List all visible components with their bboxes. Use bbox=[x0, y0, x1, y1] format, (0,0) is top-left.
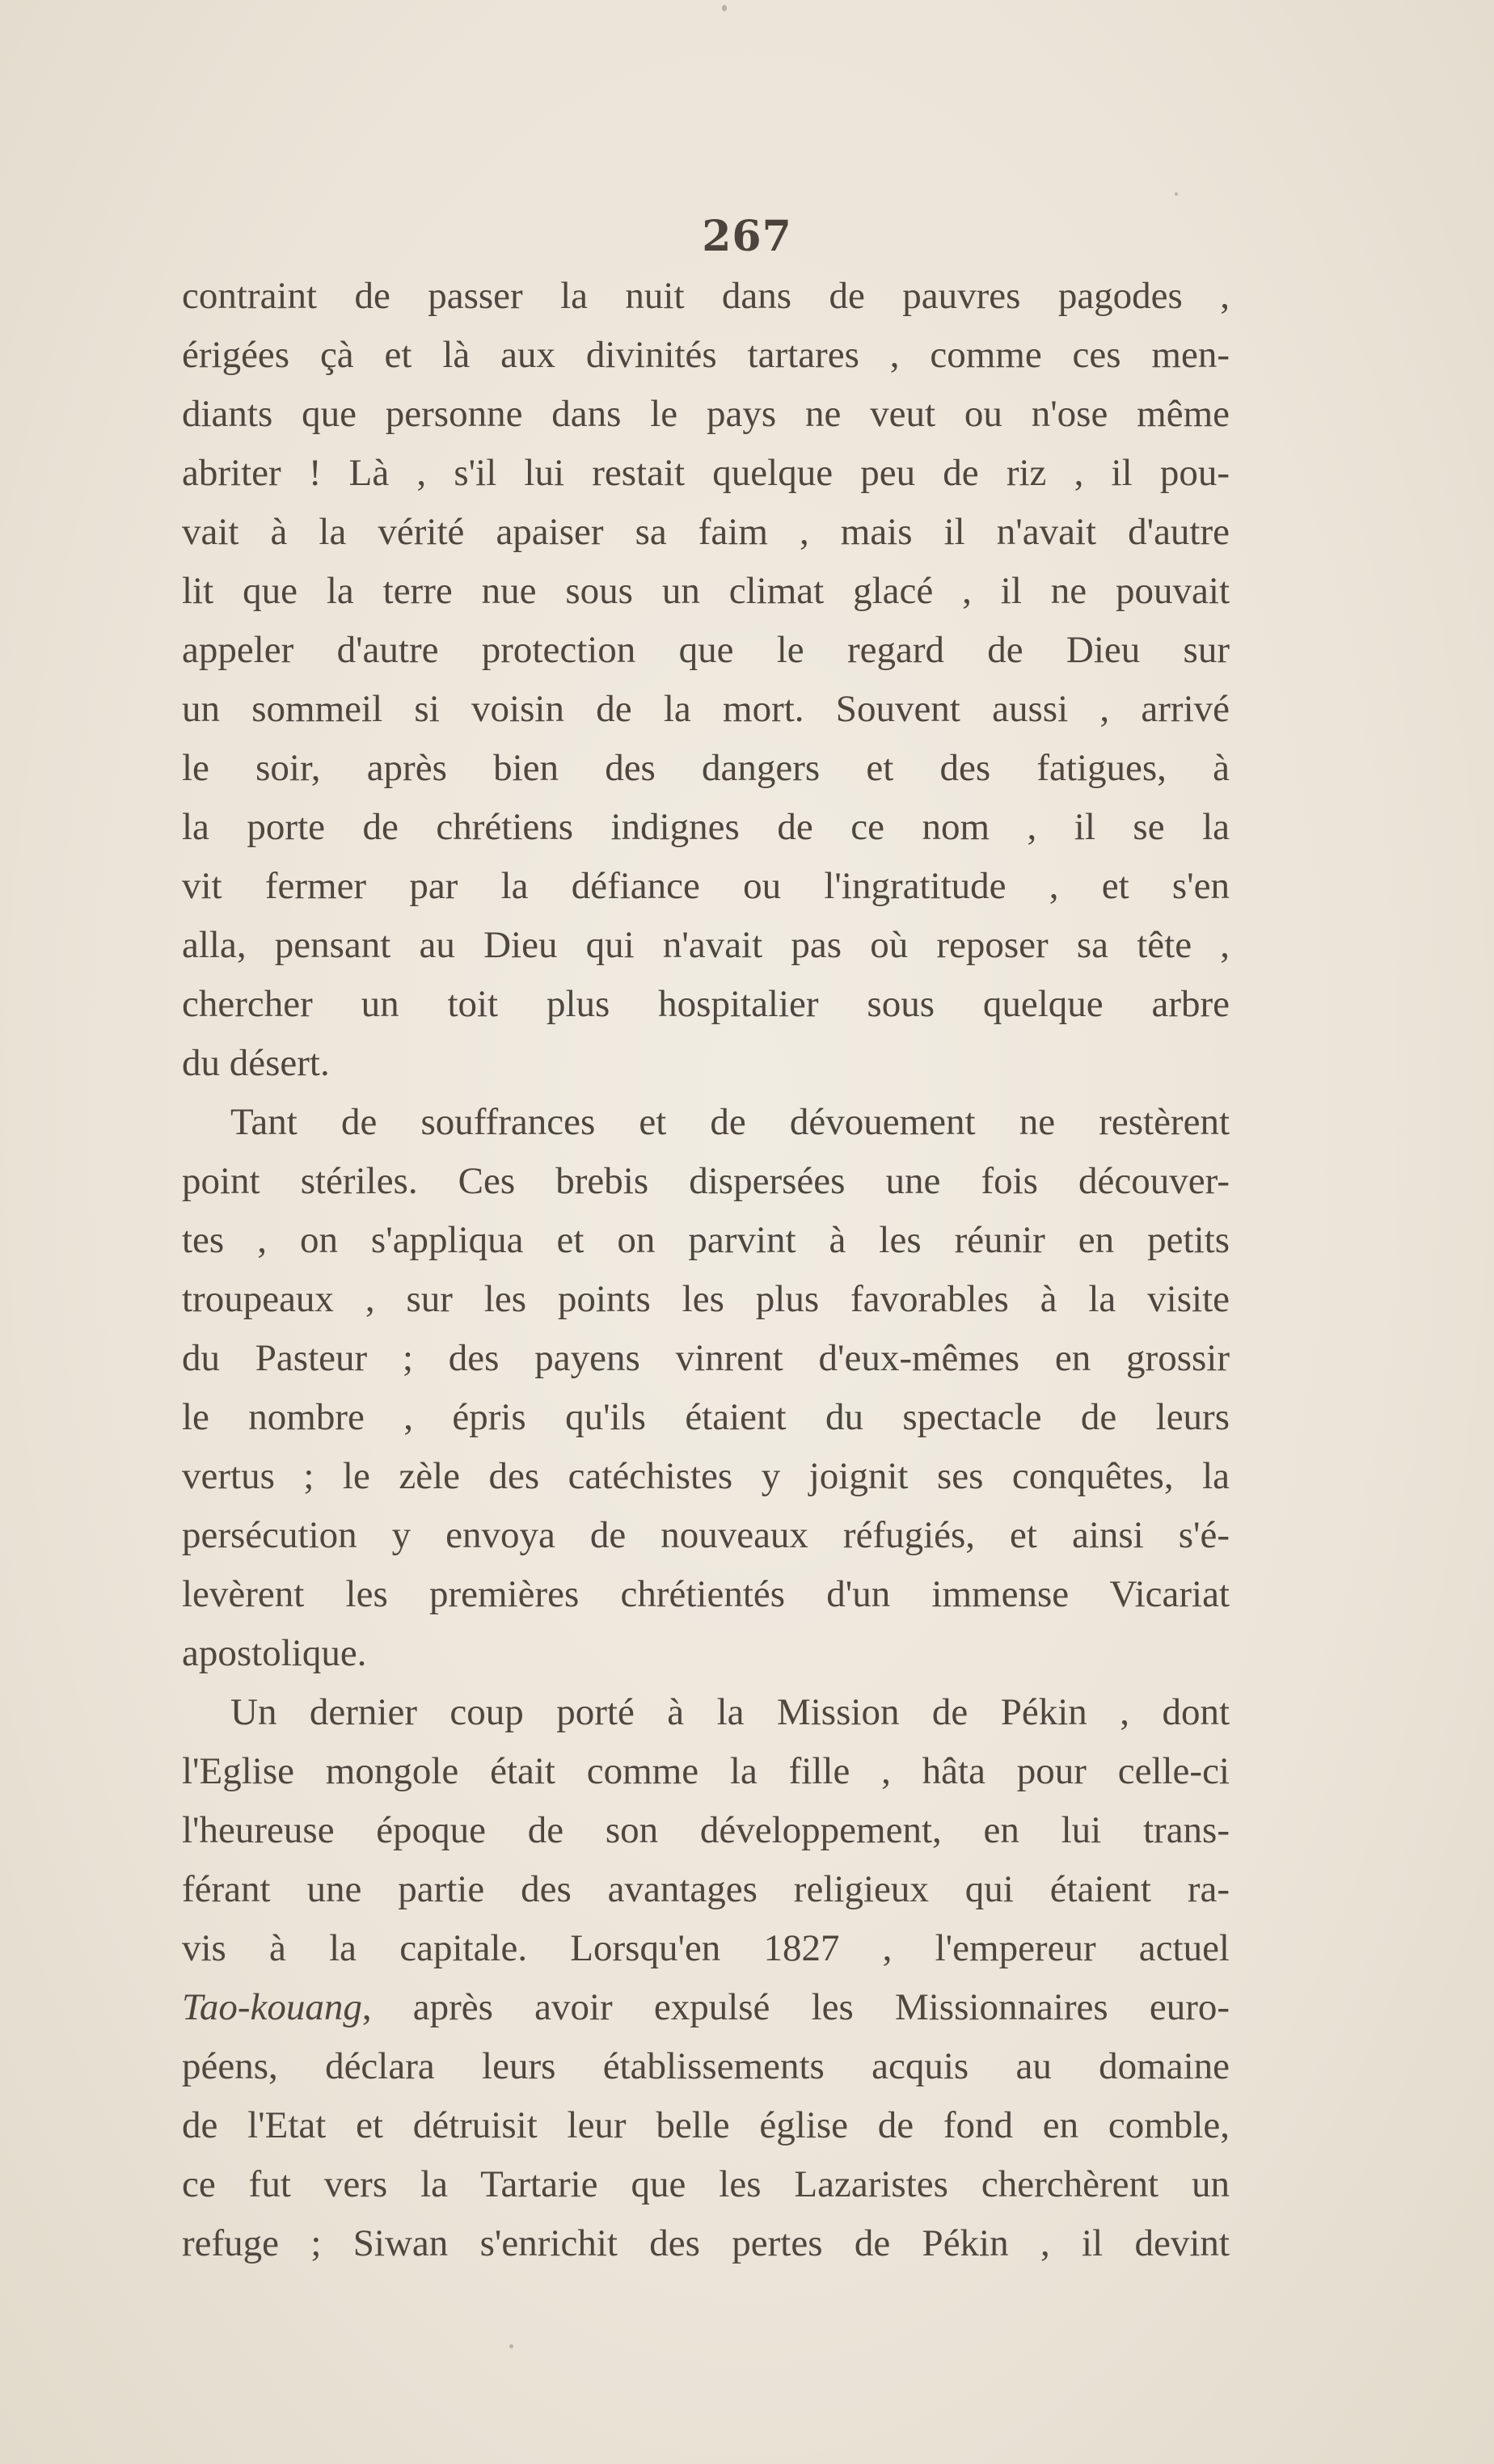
text-line: tes , on s'appliqua et on parvint à les réunir en petits bbox=[182, 1219, 1230, 1261]
text-line: Un dernier coup porté à la Mission de Pékin , dont bbox=[230, 1691, 1230, 1733]
text-line: lit que la terre nue sous un climat glacé , il ne pouvait bbox=[182, 570, 1230, 612]
text-line: levèrent les premières chrétientés d'un immense Vicariat bbox=[182, 1573, 1230, 1615]
text-line: appeler d'autre protection que le regard de Dieu sur bbox=[182, 629, 1230, 671]
text-line: un sommeil si voisin de la mort. Souvent aussi , arrivé bbox=[182, 688, 1230, 730]
text-line: du Pasteur ; des payens vinrent d'eux-mêmes en grossir bbox=[182, 1337, 1230, 1379]
text-line: la porte de chrétiens indignes de ce nom , il se la bbox=[182, 806, 1230, 848]
text-line: de l'Etat et détruisit leur belle église de fond en comble, bbox=[182, 2104, 1230, 2146]
text-line: le nombre , épris qu'ils étaient du spectacle de leurs bbox=[182, 1396, 1230, 1438]
page-number: 267 bbox=[702, 212, 792, 261]
paper-speck bbox=[1175, 192, 1178, 196]
text-line: chercher un toit plus hospitalier sous quelque arbre bbox=[182, 983, 1230, 1025]
text-line: érigées çà et là aux divinités tartares , comme ces men- bbox=[182, 334, 1230, 376]
text-line: péens, déclara leurs établissements acquis au domaine bbox=[182, 2045, 1230, 2087]
text-line: troupeaux , sur les points les plus favorables à la visite bbox=[182, 1278, 1230, 1320]
text-line: Tant de souffrances et de dévouement ne restèrent bbox=[230, 1101, 1230, 1143]
text-line: le soir, après bien des dangers et des fatigues, à bbox=[182, 747, 1230, 789]
text-line: vait à la vérité apaiser sa faim , mais il n'avait d'autre bbox=[182, 511, 1230, 553]
paper-speck bbox=[509, 2344, 513, 2348]
text-line-rest: , après avoir expulsé les Missionnaires euro- bbox=[361, 1986, 1230, 2028]
text-line: abriter ! Là , s'il lui restait quelque peu de riz , il pou- bbox=[182, 452, 1230, 494]
text-line: l'heureuse époque de son développement, en lui trans- bbox=[182, 1809, 1230, 1851]
paper-speck bbox=[722, 5, 727, 11]
text-line: alla, pensant au Dieu qui n'avait pas où reposer sa tête , bbox=[182, 924, 1230, 966]
text-line: refuge ; Siwan s'enrichit des pertes de Pékin , il devint bbox=[182, 2222, 1230, 2264]
text-line: apostolique. bbox=[182, 1632, 367, 1674]
text-line: persécution y envoya de nouveaux réfugiés, et ainsi s'é- bbox=[182, 1514, 1230, 1556]
text-line: l'Eglise mongole était comme la fille , hâta pour celle-ci bbox=[182, 1750, 1230, 1792]
text-line: férant une partie des avantages religieux qui étaient ra- bbox=[182, 1868, 1230, 1910]
text-line: du désert. bbox=[182, 1042, 330, 1084]
text-line: vis à la capitale. Lorsqu'en 1827 , l'empereur actuel bbox=[182, 1927, 1230, 1969]
text-line: contraint de passer la nuit dans de pauvres pagodes , bbox=[182, 275, 1230, 317]
text-line: vertus ; le zèle des catéchistes y joignit ses conquêtes, la bbox=[182, 1455, 1230, 1497]
text-line bbox=[182, 1978, 1230, 2037]
text-line: ce fut vers la Tartarie que les Lazaristes cherchèrent un bbox=[182, 2163, 1230, 2205]
body-text bbox=[182, 267, 1230, 2273]
italic-name: Tao-kouang bbox=[182, 1986, 362, 2028]
text-line: vit fermer par la défiance ou l'ingratitude , et s'en bbox=[182, 865, 1230, 907]
text-line: point stériles. Ces brebis dispersées une fois découver- bbox=[182, 1160, 1230, 1202]
text-line: diants que personne dans le pays ne veut ou n'ose même bbox=[182, 393, 1230, 435]
